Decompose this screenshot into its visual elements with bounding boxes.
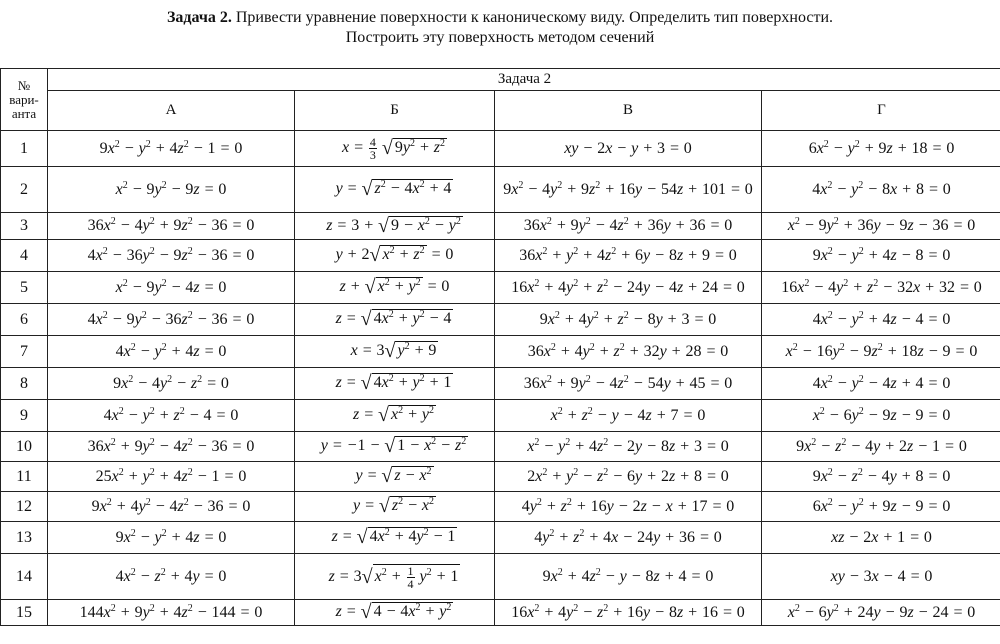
variant-number: 5 xyxy=(1,272,48,304)
equation-cell-g: $x^2 - 6y^2 + 24y - 9z - 24 = 0$ xyxy=(762,600,1000,626)
equation-cell-g: $6x^2 - y^2 + 9z + 18 = 0$ xyxy=(762,131,1000,167)
table-row xyxy=(1,213,1000,240)
table-row xyxy=(1,600,1000,626)
equation-cell-a: $4x^2 - 9y^2 - 36z^2 - 36 = 0$ xyxy=(48,304,295,336)
equation-cell-g: $16x^2 - 4y^2 + z^2 - 32x + 32 = 0$ xyxy=(762,272,1000,304)
table-body xyxy=(1,131,1000,626)
equation-cell-b: z = 3√ $x^2$ + $\frac{1}{4}$ $y^2 + 1$ xyxy=(295,554,495,600)
equation-cell-v: xy − 2x − y + 3 = 0 xyxy=(495,131,762,167)
variant-number: 2 xyxy=(1,167,48,213)
equation-cell-g: $6x^2 - y^2 + 9z - 9 = 0$ xyxy=(762,492,1000,522)
column-header-a: А xyxy=(48,91,295,131)
table-row xyxy=(1,304,1000,336)
task-instruction-1: Привести уравнение поверхности к каноническому виду. Определить тип поверхности. xyxy=(235,9,834,26)
equation-cell-b: z = 3 + √ $9 - x^2 - y^2$ xyxy=(295,213,495,240)
equation-cell-g: $4x^2 - y^2 - 4z + 4 = 0$ xyxy=(762,368,1000,400)
table-row xyxy=(1,131,1000,167)
equation-cell-b: z = √ $4x^2 + y^2 - 4$ xyxy=(295,304,495,336)
equation-cell-v: $36x^2 + 4y^2 + z^2 + 32y + 28 = 0$ xyxy=(495,336,762,368)
equation-cell-a: $x^2 - 9y^2 - 4z = 0$ xyxy=(48,272,295,304)
equation-cell-v: $4y^2 + z^2 + 16y - 2z - x + 17 = 0$ xyxy=(495,492,762,522)
equation-cell-b: z + √ $x^2 + y^2 = 0$ xyxy=(295,272,495,304)
task-instruction-2: Построить эту поверхность методом сечений xyxy=(345,29,655,46)
variant-number-header-text: № вари- анта xyxy=(9,77,39,121)
table-row xyxy=(1,492,1000,522)
equation-cell-a: $4x^2 - y^2 + 4z = 0$ xyxy=(48,336,295,368)
equation-cell-a: $9x^2 - y^2 + 4z^2 - 1 = 0$ xyxy=(48,131,295,167)
table-row xyxy=(1,368,1000,400)
variant-number: 11 xyxy=(1,462,48,492)
equation-cell-g: $x^2 - 16y^2 - 9z^2 + 18z - 9 = 0$ xyxy=(762,336,1000,368)
variant-number: 1 xyxy=(1,131,48,167)
equation-cell-v: $16x^2 + 4y^2 + z^2 - 24y - 4z + 24 = 0$ xyxy=(495,272,762,304)
equation-cell-g: xy − 3x − 4 = 0 xyxy=(762,554,1000,600)
equation-cell-g: $9x^2 - y^2 + 4z - 8 = 0$ xyxy=(762,240,1000,272)
variant-number: 8 xyxy=(1,368,48,400)
task-header xyxy=(0,8,1000,48)
equation-cell-b: x = 3√ $y^2 + 9$ xyxy=(295,336,495,368)
table-row xyxy=(1,554,1000,600)
equation-cell-b: x = $\frac{4}{3}$ √ $9y^2 + z^2$ xyxy=(295,131,495,167)
equation-cell-v: $36x^2 + y^2 + 4z^2 + 6y - 8z + 9 = 0$ xyxy=(495,240,762,272)
equation-cell-g: $x^2 - 6y^2 - 9z - 9 = 0$ xyxy=(762,400,1000,432)
variant-number: 14 xyxy=(1,554,48,600)
equation-cell-v: $16x^2 + 4y^2 - z^2 + 16y - 8z + 16 = 0$ xyxy=(495,600,762,626)
equation-cell-a: $25x^2 + y^2 + 4z^2 - 1 = 0$ xyxy=(48,462,295,492)
equation-cell-v: $36x^2 + 9y^2 - 4z^2 + 36y + 36 = 0$ xyxy=(495,213,762,240)
column-header-v: В xyxy=(495,91,762,131)
equation-cell-b: z = √ $x^2 + y^2$ xyxy=(295,400,495,432)
equation-cell-v: $9x^2 + 4z^2 - y - 8z + 4 = 0$ xyxy=(495,554,762,600)
variants-table xyxy=(0,68,1000,626)
task-group-header: Задача 2 xyxy=(48,69,1000,91)
equation-cell-v: $36x^2 + 9y^2 - 4z^2 - 54y + 45 = 0$ xyxy=(495,368,762,400)
equation-cell-g: $9x^2 - z^2 - 4y + 8 = 0$ xyxy=(762,462,1000,492)
equation-cell-b: y = √ $z^2 - 4x^2 + 4$ xyxy=(295,167,495,213)
table-row xyxy=(1,432,1000,462)
equation-cell-a: $144x^2 + 9y^2 + 4z^2 - 144 = 0$ xyxy=(48,600,295,626)
equation-cell-g: xz − 2x + 1 = 0 xyxy=(762,522,1000,554)
variant-number: 3 xyxy=(1,213,48,240)
variant-number: 9 xyxy=(1,400,48,432)
equation-cell-a: $4x^2 - 36y^2 - 9z^2 - 36 = 0$ xyxy=(48,240,295,272)
equation-cell-b: y = √ $z^2 - x^2$ xyxy=(295,492,495,522)
variant-number: 10 xyxy=(1,432,48,462)
equation-cell-v: $9x^2 + 4y^2 + z^2 - 8y + 3 = 0$ xyxy=(495,304,762,336)
equation-cell-v: $4y^2 + z^2 + 4x - 24y + 36 = 0$ xyxy=(495,522,762,554)
table-header-row-2 xyxy=(1,91,1000,131)
equation-cell-a: $36x^2 - 4y^2 + 9z^2 - 36 = 0$ xyxy=(48,213,295,240)
equation-cell-a: $9x^2 - 4y^2 - z^2 = 0$ xyxy=(48,368,295,400)
equation-cell-a: $4x^2 - z^2 + 4y = 0$ xyxy=(48,554,295,600)
column-header-g: Г xyxy=(762,91,1000,131)
equation-cell-v: $9x^2 - 4y^2 + 9z^2 + 16y - 54z + 101 = 0$ xyxy=(495,167,762,213)
variant-number: 12 xyxy=(1,492,48,522)
equation-cell-b: y = √ $z - x^2$ xyxy=(295,462,495,492)
table-row xyxy=(1,400,1000,432)
equation-cell-v: $2x^2 + y^2 - z^2 - 6y + 2z + 8 = 0$ xyxy=(495,462,762,492)
equation-cell-b: z = √ $4x^2 + y^2 + 1$ xyxy=(295,368,495,400)
equation-cell-a: $9x^2 + 4y^2 - 4z^2 - 36 = 0$ xyxy=(48,492,295,522)
equation-cell-b: z = √ $4x^2 + 4y^2 - 1$ xyxy=(295,522,495,554)
equation-cell-a: $4x^2 - y^2 + z^2 - 4 = 0$ xyxy=(48,400,295,432)
variant-number-header xyxy=(1,69,48,131)
table-row xyxy=(1,336,1000,368)
equation-cell-b: z = √ $4 - 4x^2 + y^2$ xyxy=(295,600,495,626)
equation-cell-g: $9x^2 - z^2 - 4y + 2z - 1 = 0$ xyxy=(762,432,1000,462)
variant-number: 15 xyxy=(1,600,48,626)
task-header-line1 xyxy=(0,8,1000,28)
table-row xyxy=(1,272,1000,304)
equation-cell-b: y + 2√ $x^2 + z^2 = 0$ xyxy=(295,240,495,272)
equation-cell-g: $x^2 - 9y^2 + 36y - 9z - 36 = 0$ xyxy=(762,213,1000,240)
variant-number: 13 xyxy=(1,522,48,554)
variant-number: 4 xyxy=(1,240,48,272)
table-row xyxy=(1,167,1000,213)
variant-number: 6 xyxy=(1,304,48,336)
table-row xyxy=(1,522,1000,554)
variant-number: 7 xyxy=(1,336,48,368)
task-label: Задача 2. xyxy=(166,9,232,26)
equation-cell-a: $36x^2 + 9y^2 - 4z^2 - 36 = 0$ xyxy=(48,432,295,462)
table-header-row-1 xyxy=(1,69,1000,91)
equation-cell-g: $4x^2 - y^2 - 8x + 8 = 0$ xyxy=(762,167,1000,213)
equation-cell-v: $x^2 - y^2 + 4z^2 - 2y - 8z + 3 = 0$ xyxy=(495,432,762,462)
equation-cell-g: $4x^2 - y^2 + 4z - 4 = 0$ xyxy=(762,304,1000,336)
equation-cell-a: $x^2 - 9y^2 - 9z = 0$ xyxy=(48,167,295,213)
table-row xyxy=(1,240,1000,272)
equation-cell-a: $9x^2 - y^2 + 4z = 0$ xyxy=(48,522,295,554)
column-header-b: Б xyxy=(295,91,495,131)
equation-cell-b: y = −1 − √ $1 - x^2 - z^2$ xyxy=(295,432,495,462)
equation-cell-v: $x^2 + z^2 - y - 4z + 7 = 0$ xyxy=(495,400,762,432)
table-row xyxy=(1,462,1000,492)
